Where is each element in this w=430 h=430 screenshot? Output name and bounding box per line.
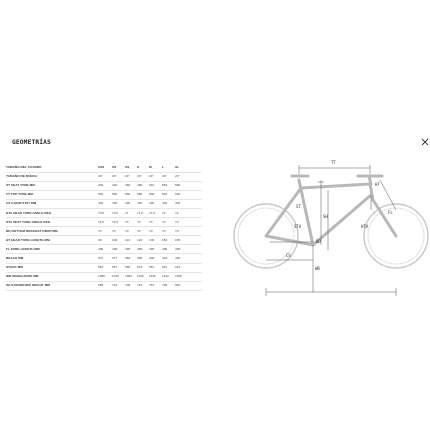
table-row (6, 181, 202, 190)
table-cell: 135 (149, 237, 155, 242)
table-cell: 557 (112, 265, 118, 270)
table-cell: 70 (112, 228, 116, 233)
sta-label: STA (294, 224, 302, 229)
table-cell: 72 (162, 210, 166, 215)
tt-label: TT (331, 160, 336, 165)
hta-label: HTA (361, 224, 369, 229)
table-cell: 90 (98, 237, 102, 242)
table-cell: 1070 (112, 274, 119, 279)
table-cell: 73 (162, 219, 166, 224)
wb-label: WB (315, 266, 320, 271)
table-cell: 435 (98, 201, 104, 206)
table-row (6, 190, 202, 199)
row-label: STA SEAT TUBE ANGLE DEG (6, 219, 51, 224)
table-cell: 70 (149, 228, 153, 233)
table-cell: 406 (149, 256, 155, 260)
size-column-header: M (149, 165, 152, 169)
table-cell: 418 (162, 256, 168, 260)
table-cell: 530 (98, 192, 104, 197)
table-cell: 560 (125, 192, 131, 197)
row-label: STACK MM (6, 265, 23, 270)
table-cell: 510 (149, 183, 155, 188)
bike-geometry-diagram (230, 150, 430, 300)
table-cell: 150 (162, 237, 168, 242)
table-cell: 1144 (162, 274, 169, 279)
table-cell: 29" (162, 174, 167, 179)
table-cell: 70.5 (112, 210, 119, 215)
table-cell: 1084 (125, 274, 132, 279)
table-cell: 70 (175, 228, 179, 233)
table-row (6, 199, 202, 208)
table-cell: 72.5 (112, 219, 119, 224)
size-column-header: XXS (98, 165, 105, 169)
table-row (6, 209, 202, 218)
table-cell: 70 (125, 228, 129, 233)
table-cell: 435 (112, 201, 118, 206)
size-column-header: XL (175, 165, 179, 169)
table-cell: 550 (112, 192, 118, 197)
size-column-header: S (137, 165, 140, 169)
table-cell: 70 (137, 228, 141, 233)
table-cell: 495 (112, 246, 118, 251)
table-cell: 70 (162, 228, 166, 233)
table-cell: 72 (175, 210, 179, 215)
table-cell: 460 (125, 183, 131, 188)
table-cell: 1168 (175, 274, 182, 279)
row-label: FL FORK LENGTH MM (6, 246, 40, 251)
table-cell: 435 (162, 201, 168, 206)
fl-label: FL (388, 210, 393, 215)
table-cell: 71.5 (137, 210, 144, 215)
row-divider (6, 290, 202, 291)
geometry-table (0, 0, 210, 430)
table-cell: 710 (112, 283, 118, 288)
table-cell: 100 (112, 237, 118, 242)
table-cell: 553 (98, 265, 104, 270)
table-cell: 820 (175, 283, 181, 288)
table-cell: 110 (125, 237, 130, 242)
row-label: TAMAÑO DE RUEDA (6, 174, 38, 179)
table-cell: 29" (137, 174, 142, 179)
table-cell: 620 (162, 192, 168, 197)
table-row (6, 172, 202, 181)
row-label: HTA HEAD TUBE ANGLE DEG (6, 210, 52, 215)
row-label: TT TOP TUBE MM (6, 192, 33, 197)
table-cell: 72.5 (98, 219, 105, 224)
table-cell: 435 (137, 201, 143, 206)
table-cell: 29" (98, 174, 103, 179)
ht-label: HT (375, 182, 380, 187)
table-cell: 1125 (149, 274, 156, 279)
table-cell: 73 (125, 219, 129, 224)
table-cell: 1055 (98, 274, 105, 279)
table-cell: 587 (149, 265, 155, 270)
table-cell: 600 (149, 192, 155, 197)
table-cell: 552 (162, 183, 168, 188)
table-cell: 767 (149, 283, 155, 288)
table-row (6, 218, 202, 227)
table-header-row (6, 163, 202, 172)
table-cell: 480 (137, 183, 143, 188)
table-cell: 495 (125, 246, 131, 251)
table-row (6, 254, 202, 263)
size-column-header: XS (125, 165, 130, 169)
size-column-header: XS (112, 165, 117, 169)
table-row (6, 227, 202, 236)
table-cell: 29" (125, 174, 130, 179)
table-cell: 29" (112, 174, 117, 179)
size-column-header: L (162, 165, 164, 169)
table-cell: 796 (162, 283, 168, 288)
table-row (6, 236, 202, 245)
table-cell: 495 (98, 246, 104, 251)
table-row (6, 281, 202, 290)
row-label: ST SEAT TUBE MM (6, 183, 35, 188)
table-cell: 395 (137, 256, 143, 260)
cs-label: CS (286, 253, 291, 258)
table-cell: 495 (162, 246, 168, 251)
table-cell: 71.5 (149, 210, 156, 215)
table-cell: 165 (175, 237, 181, 242)
table-cell: 383 (125, 256, 131, 260)
table-cell: 495 (137, 246, 143, 251)
table-cell: 70.5 (98, 210, 105, 215)
table-cell: 71 (125, 210, 129, 215)
table-cell: 73 (175, 219, 179, 224)
table-cell: 580 (137, 192, 143, 197)
bd-label: BD (316, 239, 321, 244)
column-header-label: TAMAÑO DEL CUADRO (6, 165, 42, 169)
row-label: SH STANDOVER HEIGHT MM (6, 283, 51, 288)
table-cell: 495 (175, 246, 181, 251)
table-row (6, 272, 202, 281)
table-cell: 372 (98, 256, 104, 260)
table-cell: 29" (149, 174, 154, 179)
close-button[interactable] (420, 137, 430, 147)
table-cell: 695 (98, 283, 104, 288)
row-label: BD BOTTOM BRACKET DROP MM (6, 228, 58, 233)
table-cell: 728 (125, 283, 131, 288)
row-label: REACH MM (6, 256, 24, 260)
table-cell: 73 (149, 219, 153, 224)
table-cell: 1100 (137, 274, 144, 279)
row-label: CS CHAIN STAY MM (6, 201, 37, 206)
table-row (6, 245, 202, 254)
table-cell: 73 (137, 219, 141, 224)
table-cell: 420 (112, 183, 118, 188)
table-cell: 435 (125, 201, 131, 206)
table-row (6, 263, 202, 272)
table-cell: 29" (175, 174, 180, 179)
table-cell: 601 (162, 265, 168, 270)
table-cell: 70 (98, 228, 102, 233)
table-cell: 615 (175, 265, 181, 270)
sh-label: SH (323, 214, 328, 219)
close-icon (420, 137, 430, 147)
row-label: HT HEAD TUBE LENGTH MM (6, 237, 50, 242)
table-cell: 435 (149, 201, 155, 206)
row-label: WB WHEELBASE MM (6, 274, 39, 279)
table-cell: 435 (175, 201, 181, 206)
st-label: ST (296, 204, 301, 209)
table-cell: 574 (137, 265, 143, 270)
table-cell: 580 (175, 183, 181, 188)
page-title: GEOMETRÍAS (12, 139, 51, 146)
table-cell: 565 (125, 265, 131, 270)
table-cell: 377 (112, 256, 118, 260)
table-cell: 430 (175, 256, 181, 260)
table-cell: 640 (175, 192, 181, 197)
table-cell: 120 (137, 237, 143, 242)
table-cell: 400 (98, 183, 104, 188)
table-cell: 495 (149, 246, 155, 251)
table-cell: 742 (137, 283, 143, 288)
